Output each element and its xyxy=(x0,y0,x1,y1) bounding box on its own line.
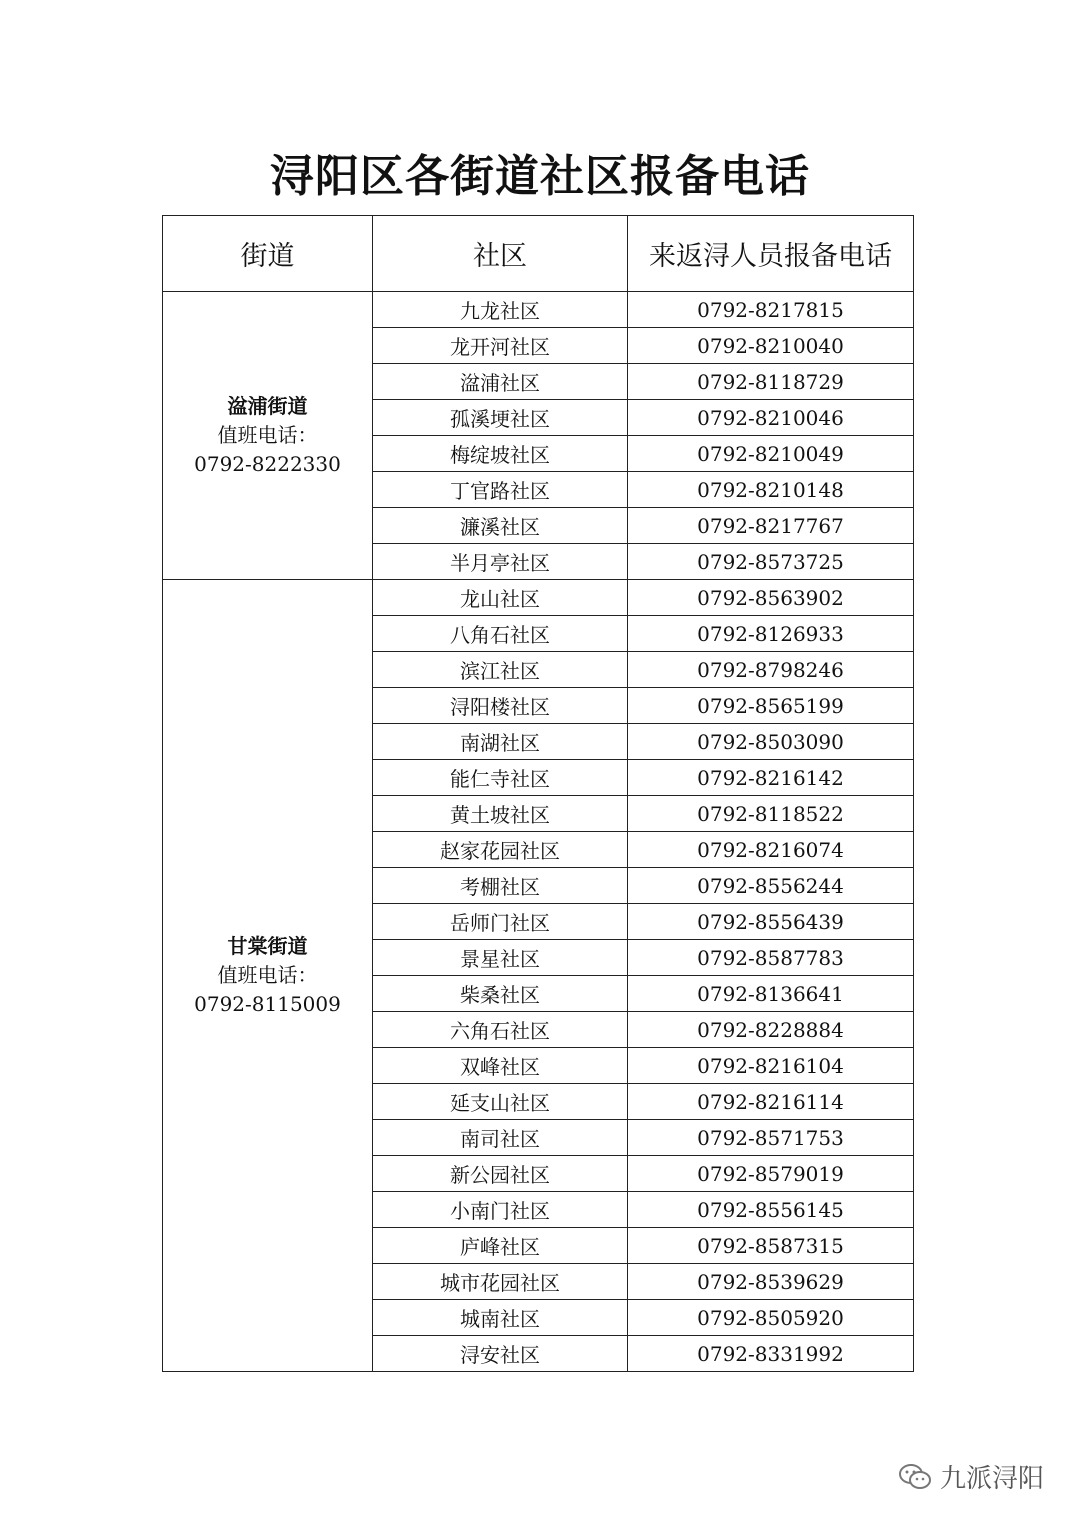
community-phone: 0792-8216104 xyxy=(628,1048,914,1084)
community-name: 双峰社区 xyxy=(373,1048,628,1084)
community-phone: 0792-8573725 xyxy=(628,544,914,580)
community-name: 濂溪社区 xyxy=(373,508,628,544)
community-name: 龙开河社区 xyxy=(373,328,628,364)
community-name: 城市花园社区 xyxy=(373,1264,628,1300)
community-phone: 0792-8505920 xyxy=(628,1300,914,1336)
duty-label: 值班电话： xyxy=(217,963,318,987)
community-name: 六角石社区 xyxy=(373,1012,628,1048)
community-name: 南湖社区 xyxy=(373,724,628,760)
community-name: 半月亭社区 xyxy=(373,544,628,580)
street-name: 甘棠街道 xyxy=(227,934,308,958)
community-name: 梅绽坡社区 xyxy=(373,436,628,472)
community-phone: 0792-8126933 xyxy=(628,616,914,652)
community-name: 小南门社区 xyxy=(373,1192,628,1228)
community-phone: 0792-8503090 xyxy=(628,724,914,760)
community-phone: 0792-8587315 xyxy=(628,1228,914,1264)
community-phone: 0792-8217815 xyxy=(628,292,914,328)
community-phone: 0792-8798246 xyxy=(628,652,914,688)
footer-account: 九派浔阳 xyxy=(939,1464,1044,1494)
footer-watermark xyxy=(898,1458,1044,1495)
community-phone: 0792-8331992 xyxy=(628,1336,914,1372)
community-phone: 0792-8216074 xyxy=(628,832,914,868)
duty-phone: 0792-8115009 xyxy=(194,992,341,1016)
table-row xyxy=(163,580,914,616)
community-name: 湓浦社区 xyxy=(373,364,628,400)
community-phone: 0792-8136641 xyxy=(628,976,914,1012)
community-phone: 0792-8216142 xyxy=(628,760,914,796)
community-phone: 0792-8556439 xyxy=(628,904,914,940)
street-name: 湓浦街道 xyxy=(227,394,308,418)
community-name: 能仁寺社区 xyxy=(373,760,628,796)
community-phone: 0792-8579019 xyxy=(628,1156,914,1192)
community-phone: 0792-8118729 xyxy=(628,364,914,400)
community-phone: 0792-8216114 xyxy=(628,1084,914,1120)
community-phone: 0792-8217767 xyxy=(628,508,914,544)
community-name: 滨江社区 xyxy=(373,652,628,688)
page-title: 浔阳区各街道社区报备电话 xyxy=(270,151,810,202)
community-phone: 0792-8210040 xyxy=(628,328,914,364)
community-phone: 0792-8228884 xyxy=(628,1012,914,1048)
duty-label: 值班电话： xyxy=(217,423,318,447)
community-name: 延支山社区 xyxy=(373,1084,628,1120)
community-name: 岳师门社区 xyxy=(373,904,628,940)
community-name: 黄土坡社区 xyxy=(373,796,628,832)
community-name: 考棚社区 xyxy=(373,868,628,904)
header-community: 社区 xyxy=(373,216,628,292)
community-phone: 0792-8556244 xyxy=(628,868,914,904)
community-name: 赵家花园社区 xyxy=(373,832,628,868)
community-name: 孤溪埂社区 xyxy=(373,400,628,436)
street-cell xyxy=(163,292,373,580)
community-name: 新公园社区 xyxy=(373,1156,628,1192)
header-street: 街道 xyxy=(163,216,373,292)
community-phone: 0792-8210046 xyxy=(628,400,914,436)
table-header-row xyxy=(163,216,914,292)
wechat-icon xyxy=(898,1463,932,1491)
community-name: 丁官路社区 xyxy=(373,472,628,508)
community-name: 柴桑社区 xyxy=(373,976,628,1012)
community-name: 城南社区 xyxy=(373,1300,628,1336)
community-phone: 0792-8563902 xyxy=(628,580,914,616)
community-name: 八角石社区 xyxy=(373,616,628,652)
street-cell xyxy=(163,580,373,1372)
contact-table xyxy=(162,215,914,1372)
header-phone: 来返浔人员报备电话 xyxy=(628,216,914,292)
table-row xyxy=(163,292,914,328)
duty-phone: 0792-8222330 xyxy=(194,452,341,476)
community-name: 南司社区 xyxy=(373,1120,628,1156)
community-phone: 0792-8571753 xyxy=(628,1120,914,1156)
community-name: 浔阳楼社区 xyxy=(373,688,628,724)
community-phone: 0792-8210049 xyxy=(628,436,914,472)
community-name: 九龙社区 xyxy=(373,292,628,328)
community-phone: 0792-8118522 xyxy=(628,796,914,832)
community-name: 龙山社区 xyxy=(373,580,628,616)
community-phone: 0792-8210148 xyxy=(628,472,914,508)
community-name: 浔安社区 xyxy=(373,1336,628,1372)
community-phone: 0792-8565199 xyxy=(628,688,914,724)
community-phone: 0792-8587783 xyxy=(628,940,914,976)
community-phone: 0792-8556145 xyxy=(628,1192,914,1228)
community-name: 庐峰社区 xyxy=(373,1228,628,1264)
community-phone: 0792-8539629 xyxy=(628,1264,914,1300)
community-name: 景星社区 xyxy=(373,940,628,976)
